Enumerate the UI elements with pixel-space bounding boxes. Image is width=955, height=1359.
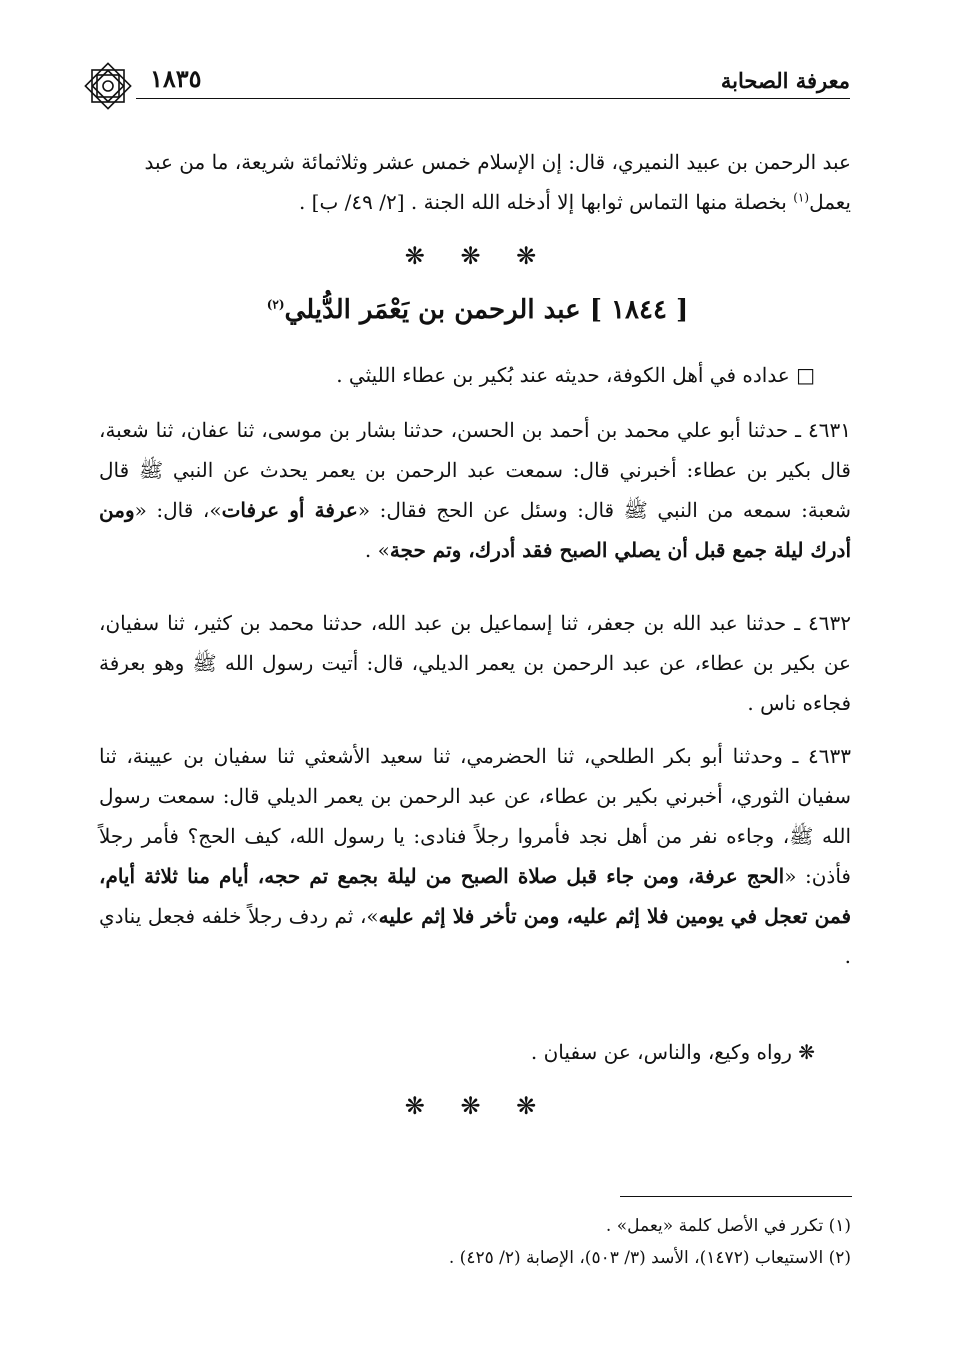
footnote-ref-2[interactable]: (٢) xyxy=(266,297,285,312)
intro-line-2a: يعمل xyxy=(809,190,851,214)
footnote-rule xyxy=(620,1196,852,1197)
entry-note xyxy=(99,355,851,395)
hadith-4631-bold-b: ومن أدرك ليلة جمع قبل أن يصلي الصبح فقد أدرك، وتم حجة xyxy=(99,498,851,562)
hadith-4631-text-b: »، قال: « xyxy=(134,498,222,522)
narration-note xyxy=(99,1032,851,1072)
hadith-4633-text-a: ٤٦٣٣ ـ وحدثنا أبو بكر الطلحي، ثنا الحضرمي، ثنا سعيد الأشعثي ثنا سفيان بن عيينة، ثنا سفيان الثوري، أخبرني بكير بن عطاء، عن عبد الرحمن بن يعمر الديلي قال: سمعت رسول الله ﷺ، وجاءه نفر من أهل نجد فأمروا رجلاً فنادى: يا رسول الله، كيف الحج؟ فأمر رجلاً فأذن: « xyxy=(99,744,851,888)
section-separator-bottom: ❋ ❋ ❋ xyxy=(404,1092,551,1120)
footnote-ref-1[interactable]: (١) xyxy=(793,190,810,205)
narration-note-text: ❋ رواه وكيع، والناس، عن سفيان . xyxy=(530,1040,815,1064)
page-number: ١٨٣٥ xyxy=(150,64,202,93)
hadith-4631-text-a: ٤٦٣١ ـ حدثنا أبو علي محمد بن أحمد بن الحسن، حدثنا بشار بن موسى، ثنا عفان، ثنا شعبة، قال بكير بن عطاء: أخبرني قال: سمعت عبد الرحمن بن يعمر يحدث عن النبي ﷺ قال شعبة: سمعه من النبي ﷺ قال: وسئل عن الحج فقال: « xyxy=(99,418,851,522)
header-rule xyxy=(136,98,850,99)
footnote-1: (١) تكرر في الأصل كلمة «يعمل» . xyxy=(605,1216,851,1236)
entry-title: [ ١٨٤٤ ] عبد الرحمن بن يَعْمَر الدُّيلي xyxy=(284,295,689,325)
star-ornament-icon xyxy=(80,58,136,114)
intro-line-2b: بخصلة منها التماس ثوابها إلا أدخله الله الجنة . [٢/ ٤٩/ ب] . xyxy=(298,190,794,214)
page-header xyxy=(80,58,850,104)
hadith-4631-text-c: » . xyxy=(364,538,390,562)
hadith-4633-bold: الحج عرفة، ومن جاء قبل صلاة الصبح من ليلة بجمع تم حجه، أيام منا ثلاثة أيام، فمن تعجل في يومين فلا إثم عليه، ومن تأخر فلا إثم عليه xyxy=(99,864,852,928)
section-separator: ❋ ❋ ❋ xyxy=(404,242,551,270)
hadith-4633-text-b: »، ثم ردف رجلاً خلفه فجعل ينادي . xyxy=(99,904,851,968)
entry-note-line: □ عداده في أهل الكوفة، حديثه عند بُكير بن عطاء الليثي . xyxy=(336,363,815,387)
intro-line-1: عبد الرحمن بن عبيد النميري، قال: إن الإسلام خمس عشر وثلاثمائة شريعة، ما من عبد xyxy=(144,150,851,174)
footnotes xyxy=(99,1210,851,1274)
entry-heading xyxy=(0,295,955,325)
hadith-4632 xyxy=(99,603,851,723)
book-title: معرفة الصحابة xyxy=(720,68,850,93)
hadith-4631 xyxy=(99,410,851,570)
footnote-2: (٢) الاستيعاب (١٤٧٢)، الأسد (٣/ ٥٠٣)، الإصابة (٢/ ٤٢٥) . xyxy=(448,1248,851,1268)
hadith-4631-bold-a: عرفة أو عرفات xyxy=(221,498,358,522)
hadith-4633 xyxy=(99,736,851,976)
hadith-4632-text: ٤٦٣٢ ـ حدثنا عبد الله بن جعفر، ثنا إسماعيل بن عبد الله، حدثنا محمد بن كثير، ثنا سفيان، عن بكير بن عطاء، عن عبد الرحمن بن يعمر الديلي، قال: أتيت رسول الله ﷺ وهو بعرفة فجاءه ناس . xyxy=(99,611,851,715)
intro-paragraph xyxy=(99,142,851,222)
